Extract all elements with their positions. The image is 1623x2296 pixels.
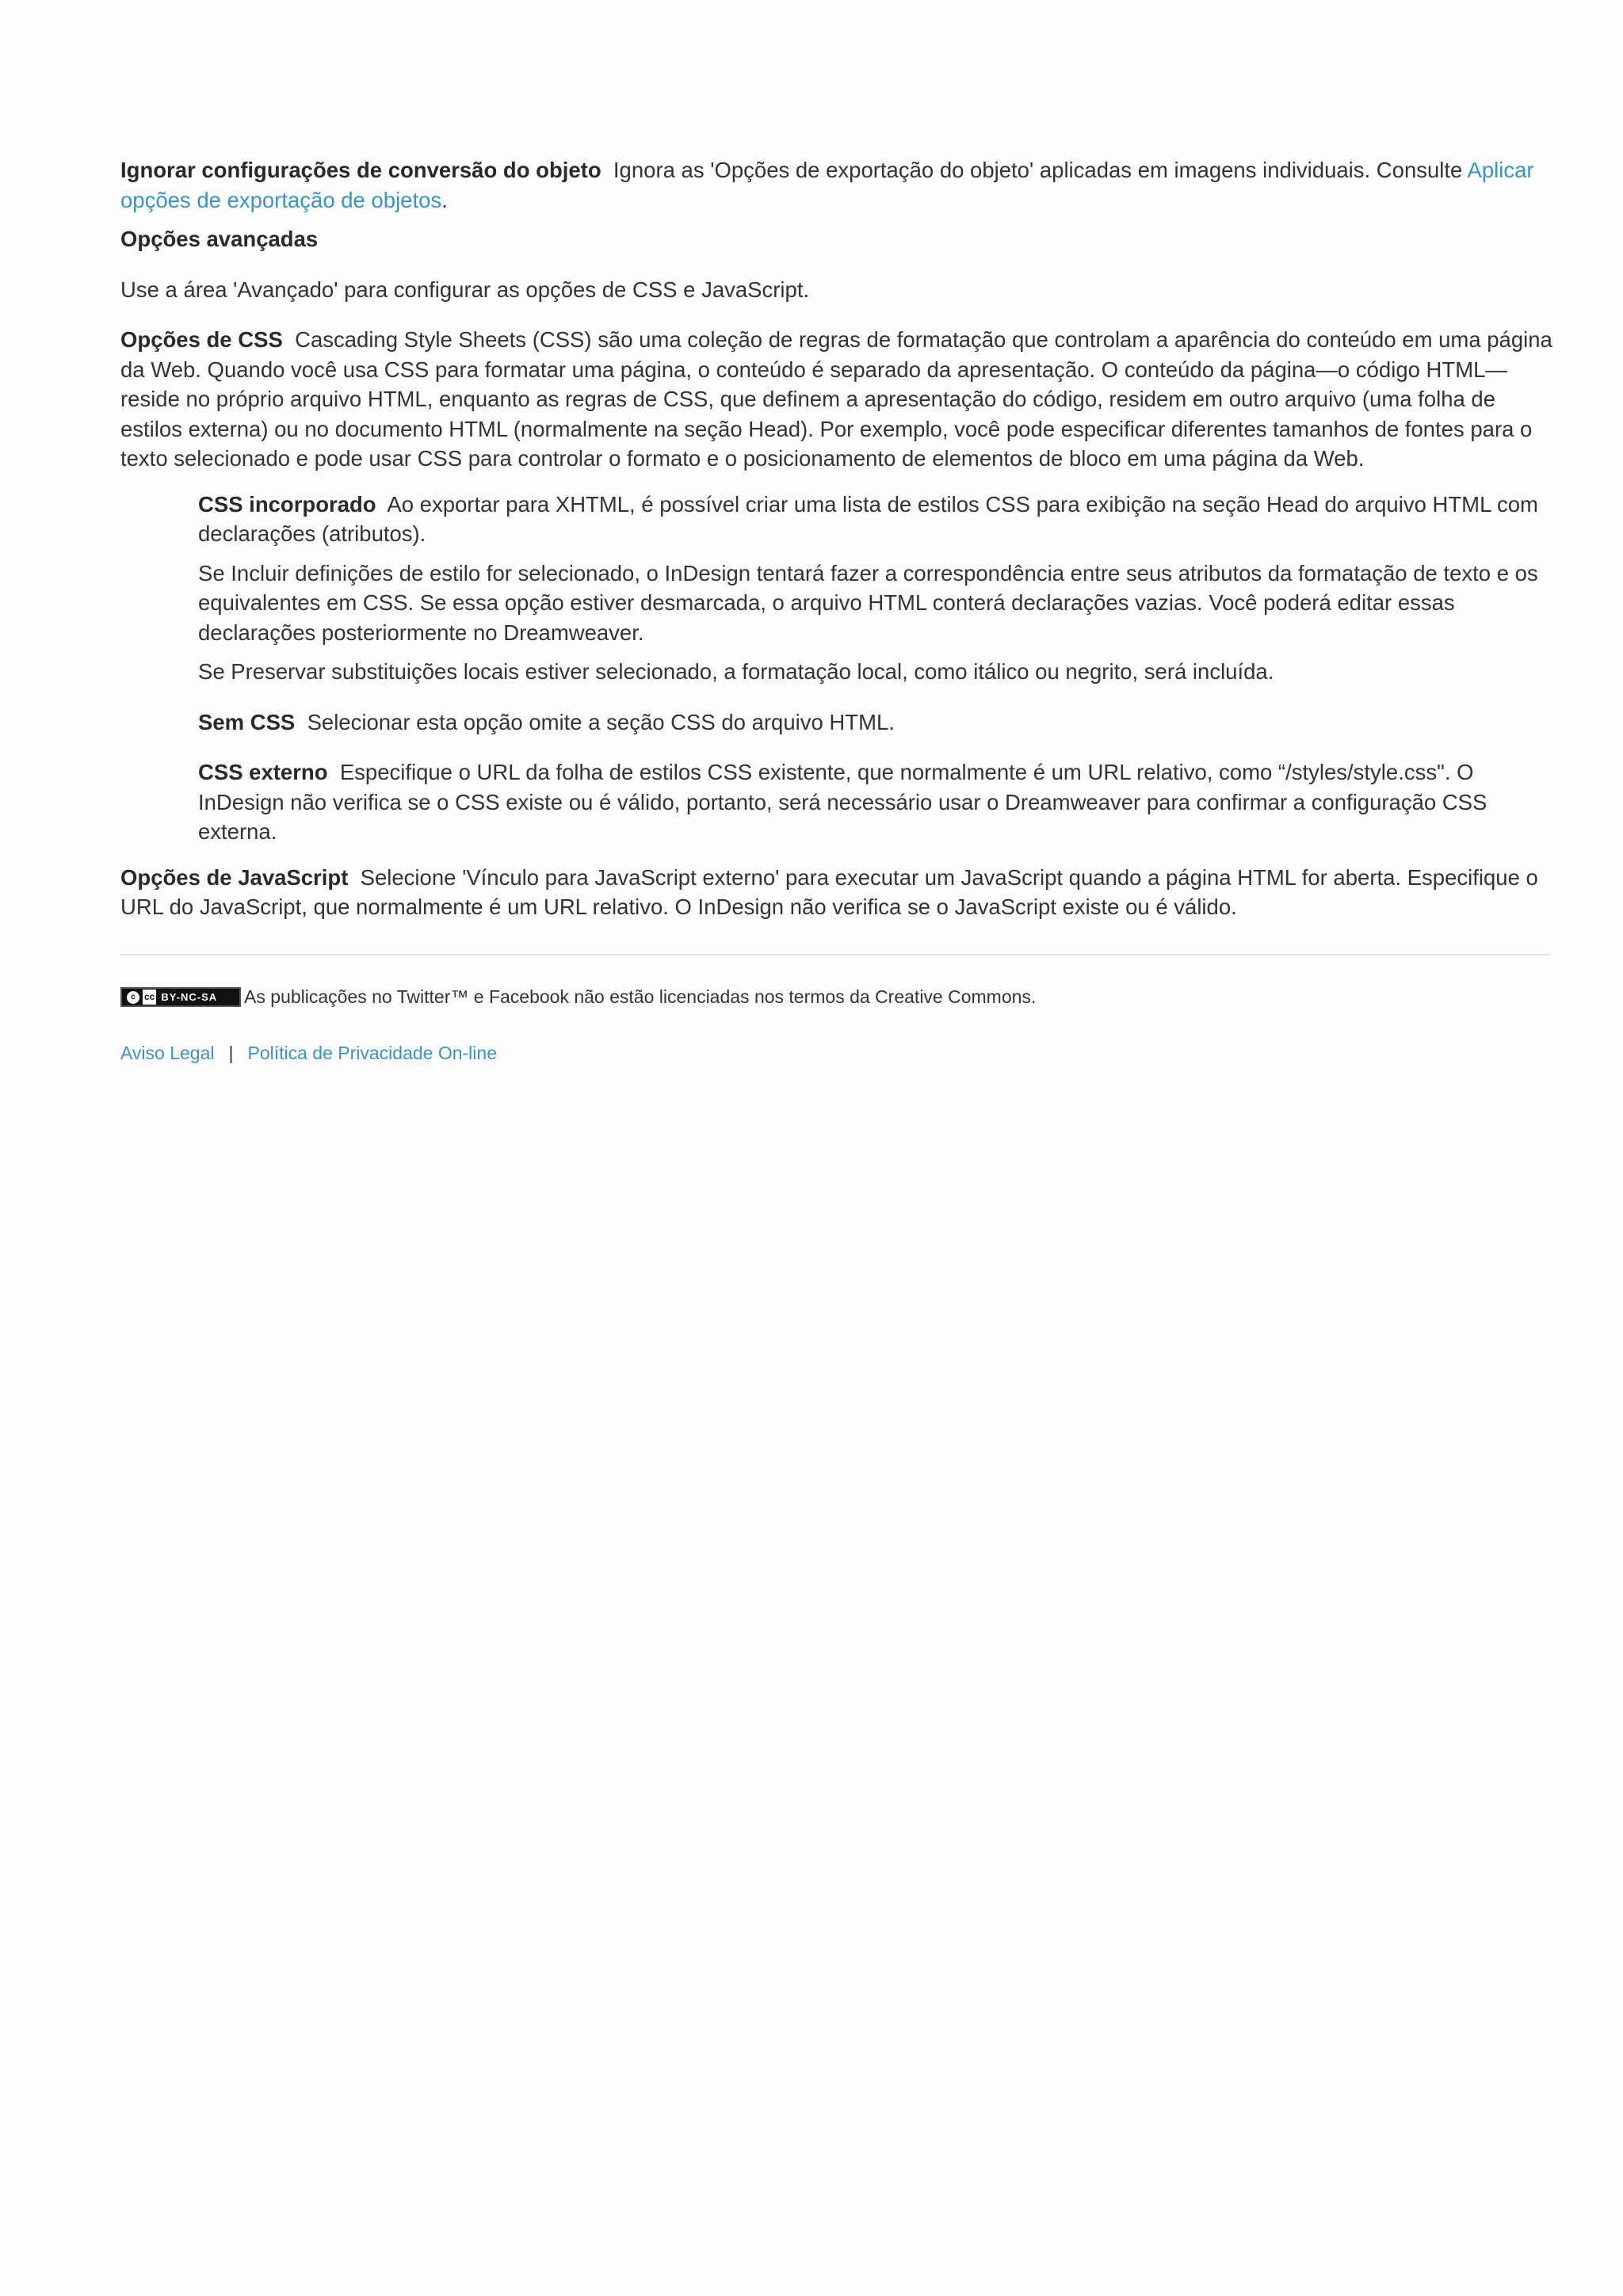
no-css-text: Selecionar esta opção omite a seção CSS do arquivo HTML. <box>307 709 895 734</box>
external-css-text: Especifique o URL da folha de estilos CSS existente, que normalmente é um URL relativo, como “/styles/style.css". O InDesign não verifica se o CSS existe ou é válido, portanto, será necessário usar o Dreamweaver para confirmar a configuração CSS externa. <box>198 760 1487 844</box>
embedded-css-text: Ao exportar para XHTML, é possível criar uma lista de estilos CSS para exibição na seção Head do arquivo HTML com declarações (atributos). <box>198 491 1538 546</box>
ignore-conversion-paragraph <box>120 155 1553 215</box>
javascript-options-term: Opções de JavaScript <box>120 864 349 890</box>
cc-badge-label: cc <box>143 990 156 1005</box>
css-options-text: Cascading Style Sheets (CSS) são uma coleção de regras de formatação que controlam a aparência do conteúdo em uma página da Web. Quando você usa CSS para formatar uma página, o conteúdo é separado da apresentação. O conteúdo da página—o código HTML—reside no próprio arquivo HTML, enquanto as regras de CSS, que definem a apresentação do código, residem em outro arquivo (uma folha de estilos externa) ou no documento HTML (normalmente na seção Head). Por exemplo, você pode especificar diferentes tamanhos de fontes para o texto selecionado e pode usar CSS para controlar o formato e o posicionamento de elementos de bloco em uma página da Web. <box>120 327 1552 471</box>
external-css-paragraph <box>198 757 1553 847</box>
ignore-conversion-period: . <box>441 187 448 212</box>
preserve-local-overrides-paragraph: Se Preservar substituições locais estiver selecionado, a formatação local, como itálico ou negrito, será incluída. <box>198 659 1274 684</box>
privacy-policy-link[interactable]: Política de Privacidade On-line <box>247 1043 497 1063</box>
license-notice-text: As publicações no Twitter™ e Facebook não estão licenciadas nos termos da Creative Commons. <box>244 986 1037 1007</box>
footer-separator: | <box>228 1043 234 1063</box>
cc-logo-icon: c <box>125 990 141 1005</box>
advanced-options-heading <box>120 224 1553 254</box>
css-options-term: Opções de CSS <box>120 327 283 352</box>
legal-notice-link[interactable]: Aviso Legal <box>120 1043 215 1063</box>
include-style-definitions-paragraph: Se Incluir definições de estilo for selecionado, o InDesign tentará fazer a correspondência entre seus atributos da formatação de texto e os equivalentes em CSS. Se essa opção estiver desmarcada, o arquivo HTML conterá declarações vazias. Você poderá editar essas declarações posteriormente no Dreamweaver. <box>198 560 1538 645</box>
apply-object-export-options-link[interactable]: Aplicar opções de exportação de objetos <box>120 158 1534 212</box>
javascript-options-paragraph <box>120 863 1553 922</box>
css-suboptions <box>198 490 1553 847</box>
footer-links <box>120 1043 497 1064</box>
ignore-conversion-text: Ignora as 'Opções de exportação do objeto' aplicadas em imagens individuais. Consulte <box>613 158 1468 182</box>
advanced-options-heading-text: Opções avançadas <box>120 227 319 251</box>
license-notice <box>120 986 1036 1008</box>
no-css-paragraph <box>198 707 1553 738</box>
javascript-options-text: Selecione 'Vínculo para JavaScript externo' para executar um JavaScript quando a página HTML for aberta. Especifique o URL do JavaScript, que normalmente é um URL relativo. O InDesign não verifica se o JavaScript existe ou é válido. <box>120 864 1538 919</box>
advanced-intro: Use a área 'Avançado' para configurar as opções de CSS e JavaScript. <box>120 277 810 302</box>
embedded-css-paragraph <box>198 490 1553 549</box>
css-options-paragraph <box>120 325 1553 474</box>
creative-commons-badge[interactable] <box>120 987 241 1007</box>
cc-badge-terms: BY-NC-SA <box>161 991 218 1003</box>
embedded-css-term: CSS incorporado <box>198 491 376 517</box>
ignore-conversion-term: Ignorar configurações de conversão do objeto <box>120 158 601 182</box>
footer-divider <box>120 954 1550 955</box>
no-css-term: Sem CSS <box>198 709 296 734</box>
document-body <box>120 155 1553 922</box>
external-css-term: CSS externo <box>198 760 328 784</box>
